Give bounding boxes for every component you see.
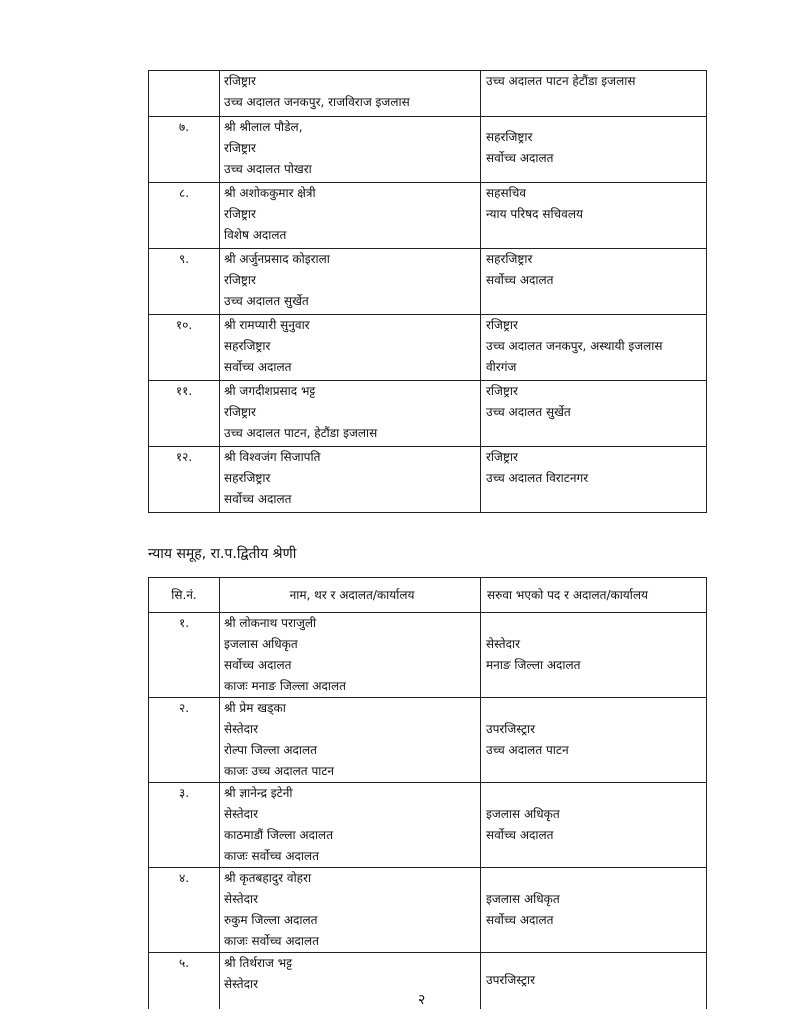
table-row (149, 117, 707, 183)
table-row (149, 698, 707, 783)
transferred-post-line: इजलास अधिकृत (486, 892, 560, 906)
serial-number: १. (178, 616, 190, 630)
transfer-table-2 (148, 577, 707, 1009)
current-post-line: सेस्तेदार (224, 807, 259, 821)
serial-number: १२. (175, 450, 193, 464)
serial-number-cell (149, 249, 220, 315)
current-post-line: श्री प्रेम खड्का (224, 701, 286, 715)
transferred-post-cell (481, 783, 707, 868)
current-post-line: रजिष्ट्रार (224, 141, 256, 155)
current-post-line: रजिष्ट्रार (224, 405, 256, 419)
current-post-cell (220, 315, 481, 381)
transferred-post-line: उपरजिस्ट्रार (486, 973, 536, 988)
current-post-line: श्री विश्वजंग सिजापति (224, 450, 321, 464)
current-post-line: उच्च अदालत पाटन, हेटौंडा इजलास (224, 426, 378, 440)
current-post-line: सर्वोच्च अदालत (224, 360, 292, 374)
transferred-post-line: उपरजिस्ट्रार (486, 722, 536, 736)
current-post-line: सर्वोच्च अदालत (224, 492, 292, 506)
table-row (149, 71, 707, 117)
serial-number-cell (149, 953, 220, 1009)
transferred-post-cell (481, 315, 707, 381)
serial-number-cell (149, 71, 220, 117)
table-row (149, 783, 707, 868)
transferred-post-line: उच्च अदालत पाटन (486, 743, 569, 757)
current-post-cell (220, 698, 481, 783)
current-post-cell (220, 447, 481, 513)
current-post-line: श्री जगदीशप्रसाद भट्ट (224, 384, 316, 398)
current-post-line: उच्च अदालत पोखरा (224, 162, 312, 176)
transferred-post-line: सर्वोच्च अदालत (486, 828, 554, 842)
header-name-court: नाम, थर र अदालत/कार्यालय (220, 578, 481, 613)
current-post-line: विशेष अदालत (224, 228, 287, 242)
current-post-line: सेस्तेदार (224, 977, 259, 991)
current-post-line: उच्च अदालत सुर्खेत (224, 294, 309, 308)
transferred-post-cell (481, 868, 707, 953)
transferred-post-line: इजलास अधिकृत (486, 807, 560, 821)
transferred-post-line: रजिष्ट्रार (486, 384, 518, 398)
serial-number-cell (149, 183, 220, 249)
serial-number-cell (149, 117, 220, 183)
current-post-line: सेस्तेदार (224, 722, 259, 736)
table-row (149, 613, 707, 698)
table-row (149, 315, 707, 381)
page-number: २ (418, 992, 426, 1008)
serial-number: १०. (175, 318, 193, 332)
serial-number-cell (149, 698, 220, 783)
section-heading: न्याय समूह, रा.प.द्वितीय श्रेणी (148, 546, 297, 562)
table-row (149, 183, 707, 249)
current-post-cell (220, 783, 481, 868)
transferred-post-cell (481, 249, 707, 315)
transferred-post-cell (481, 953, 707, 1009)
current-post-line: श्री श्रीलाल पौडेल, (224, 120, 303, 134)
table-row (149, 868, 707, 953)
table-header-row (149, 578, 707, 613)
transferred-post-line: रजिष्ट्रार (486, 450, 518, 464)
current-post-line: काजः उच्च अदालत पाटन (224, 764, 335, 778)
current-post-line: सहरजिष्ट्रार (224, 471, 271, 485)
current-post-line: काजः सर्वोच्च अदालत (224, 934, 319, 948)
transferred-post-line: सर्वोच्च अदालत (486, 151, 554, 165)
transferred-post-line: उच्च अदालत सुर्खेत (486, 405, 571, 419)
serial-number: ७. (178, 120, 190, 134)
serial-number: ९. (178, 252, 190, 266)
transferred-post-line: सहसचिव (486, 186, 526, 200)
transferred-post-cell (481, 117, 707, 183)
transferred-post-cell (481, 381, 707, 447)
current-post-line: श्री अर्जुनप्रसाद कोइराला (224, 252, 330, 266)
transferred-post-line: सेस्तेदार (486, 637, 521, 651)
transferred-post-line: रजिष्ट्रार (486, 318, 518, 332)
serial-number-cell (149, 868, 220, 953)
current-post-line: इजलास अधिकृत (224, 637, 298, 651)
serial-number: ४. (178, 871, 190, 885)
header-serial: सि.नं. (149, 578, 220, 613)
current-post-line: श्री अशोककुमार क्षेत्री (224, 186, 316, 200)
table-row (149, 447, 707, 513)
current-post-line: काठमाडौं जिल्ला अदालत (224, 828, 334, 842)
transferred-post-cell (481, 698, 707, 783)
current-post-line: रजिष्ट्रार (224, 74, 256, 88)
transferred-post-line: उच्च अदालत पाटन हेटौंडा इजलास (486, 74, 636, 88)
current-post-line: श्री रामप्यारी सुनुवार (224, 318, 310, 332)
current-post-cell (220, 249, 481, 315)
serial-number: ११. (175, 384, 193, 398)
current-post-cell (220, 183, 481, 249)
current-post-cell (220, 117, 481, 183)
serial-number: २. (178, 701, 190, 715)
current-post-line: काजः सर्वोच्च अदालत (224, 849, 319, 863)
current-post-cell (220, 953, 481, 1009)
current-post-line: श्री तिर्थराज भट्ट (224, 956, 293, 970)
current-post-line: उच्च अदालत जनकपुर, राजविराज इजलास (224, 95, 410, 109)
header-transferred-post: सरुवा भएको पद र अदालत/कार्यालय (481, 578, 707, 613)
transfer-table-1 (148, 70, 707, 513)
transferred-post-line: सहरजिष्ट्रार (486, 130, 533, 144)
current-post-line: सेस्तेदार (224, 892, 259, 906)
transferred-post-cell (481, 613, 707, 698)
current-post-line: रजिष्ट्रार (224, 207, 256, 221)
transferred-post-cell (481, 447, 707, 513)
current-post-line: रुकुम जिल्ला अदालत (224, 913, 318, 927)
current-post-line: रोल्पा जिल्ला अदालत (224, 743, 318, 757)
transferred-post-line: उच्च अदालत विराटनगर (486, 471, 589, 485)
current-post-line: श्री कृतबहादुर वोहरा (224, 871, 312, 885)
transferred-post-line: सहरजिष्ट्रार (486, 252, 533, 266)
transferred-post-line: न्याय परिषद सचिवलय (486, 207, 583, 221)
current-post-line: सर्वोच्च अदालत (224, 658, 292, 672)
table-row (149, 381, 707, 447)
current-post-cell (220, 381, 481, 447)
current-post-cell (220, 613, 481, 698)
current-post-line: काजः मनाङ जिल्ला अदालत (224, 679, 346, 693)
table-row (149, 953, 707, 1009)
serial-number-cell (149, 613, 220, 698)
transferred-post-cell (481, 183, 707, 249)
transferred-post-line: सर्वोच्च अदालत (486, 913, 554, 927)
transferred-post-line: वीरगंज (486, 360, 517, 374)
serial-number-cell (149, 381, 220, 447)
serial-number: ८. (178, 186, 190, 200)
serial-number-cell (149, 315, 220, 381)
serial-number: ३. (178, 786, 190, 800)
transferred-post-cell (481, 71, 707, 117)
serial-number-cell (149, 447, 220, 513)
transferred-post-line: सर्वोच्च अदालत (486, 273, 554, 287)
serial-number-cell (149, 783, 220, 868)
table-row (149, 249, 707, 315)
current-post-line: श्री ज्ञानेन्द्र इटेनी (224, 786, 293, 800)
transferred-post-line: उच्च अदालत जनकपुर, अस्थायी इजलास (486, 339, 663, 353)
current-post-line: रजिष्ट्रार (224, 273, 256, 287)
current-post-line: सहरजिष्ट्रार (224, 339, 271, 353)
current-post-cell (220, 868, 481, 953)
transferred-post-line: मनाङ जिल्ला अदालत (486, 658, 581, 672)
current-post-cell (220, 71, 481, 117)
serial-number: ५. (178, 956, 190, 970)
current-post-line: श्री लोकनाथ पराजुली (224, 616, 317, 630)
